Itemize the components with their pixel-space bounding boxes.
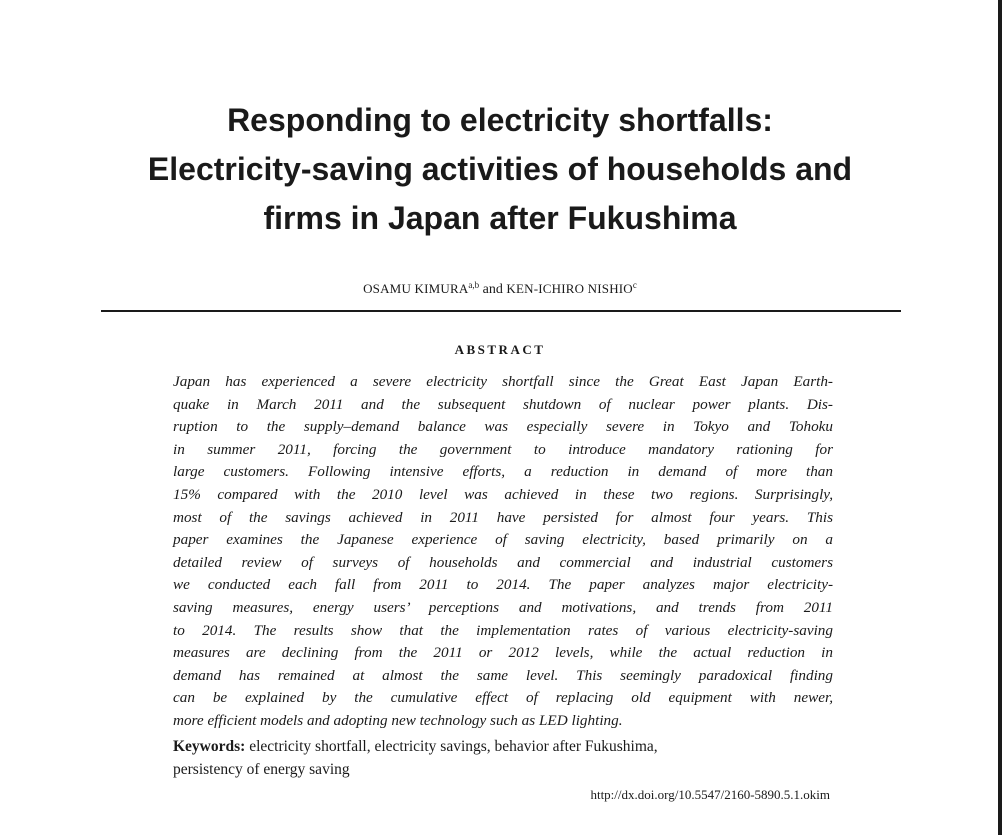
abstract-line: demand has remained at almost the same level. This seemingly paradoxical finding <box>173 666 833 684</box>
keywords-block <box>173 736 833 781</box>
abstract-heading: ABSTRACT <box>454 342 546 357</box>
abstract-line: quake in March 2011 and the subsequent shutdown of nuclear power plants. Dis- <box>173 395 833 413</box>
author-2-name: KEN-ICHIRO NISHIO <box>506 281 633 296</box>
abstract-line: saving measures, energy users’ perceptions and motivations, and trends from 2011 <box>173 598 833 616</box>
abstract-line: we conducted each fall from 2011 to 2014. The paper analyzes major electricity- <box>173 576 833 594</box>
title-line-2: Electricity-saving activities of households and <box>147 151 853 187</box>
abstract-line: 15% compared with the 2010 level was achieved in these two regions. Surprisingly, <box>173 485 833 503</box>
paper-title <box>100 96 900 243</box>
keywords-line-2: persistency of energy saving <box>173 760 350 778</box>
title-divider <box>101 310 901 312</box>
abstract-line: measures are declining from the 2011 or 2012 levels, while the actual reduction in <box>173 644 833 662</box>
abstract-line: to 2014. The results show that the implementation rates of various electricity-saving <box>173 621 833 639</box>
abstract-line: detailed review of surveys of households and commercial and industrial customers <box>173 553 833 571</box>
keywords-label: Keywords: <box>173 738 246 755</box>
author-2-affiliation: c <box>632 280 637 290</box>
abstract-line: Japan has experienced a severe electricity shortfall since the Great East Japan Earth- <box>173 373 833 390</box>
doi-link[interactable]: http://dx.doi.org/10.5547/2160-5890.5.1.okim <box>590 787 830 802</box>
author-1-affiliation: a,b <box>468 280 480 290</box>
abstract-line: can be explained by the cumulative effect of replacing old equipment with newer, <box>173 689 833 707</box>
author-1-name: OSAMU KIMURA <box>363 281 469 296</box>
abstract-line: most of the savings achieved in 2011 have persisted for almost four years. This <box>173 508 833 526</box>
keywords-text-1: electricity shortfall, electricity savings, behavior after Fukushima, <box>249 738 658 755</box>
author-conjunction: and <box>482 282 503 297</box>
title-line-3: firms in Japan after Fukushima <box>263 200 737 236</box>
abstract-line: large customers. Following intensive efforts, a reduction in demand of more than <box>173 463 833 481</box>
abstract-line: in summer 2011, forcing the government to introduce mandatory rationing for <box>173 440 833 458</box>
author-line <box>100 281 900 298</box>
title-line-1: Responding to electricity shortfalls: <box>227 102 773 138</box>
page-edge <box>998 0 1002 835</box>
keywords-line-1 <box>173 736 833 759</box>
abstract-line: paper examines the Japanese experience of saving electricity, based primarily on a <box>173 531 833 549</box>
abstract-body <box>173 371 833 733</box>
abstract-line: ruption to the supply–demand balance was especially severe in Tokyo and Tohoku <box>173 418 833 436</box>
abstract-line: more efficient models and adopting new technology such as LED lighting. <box>173 711 623 729</box>
